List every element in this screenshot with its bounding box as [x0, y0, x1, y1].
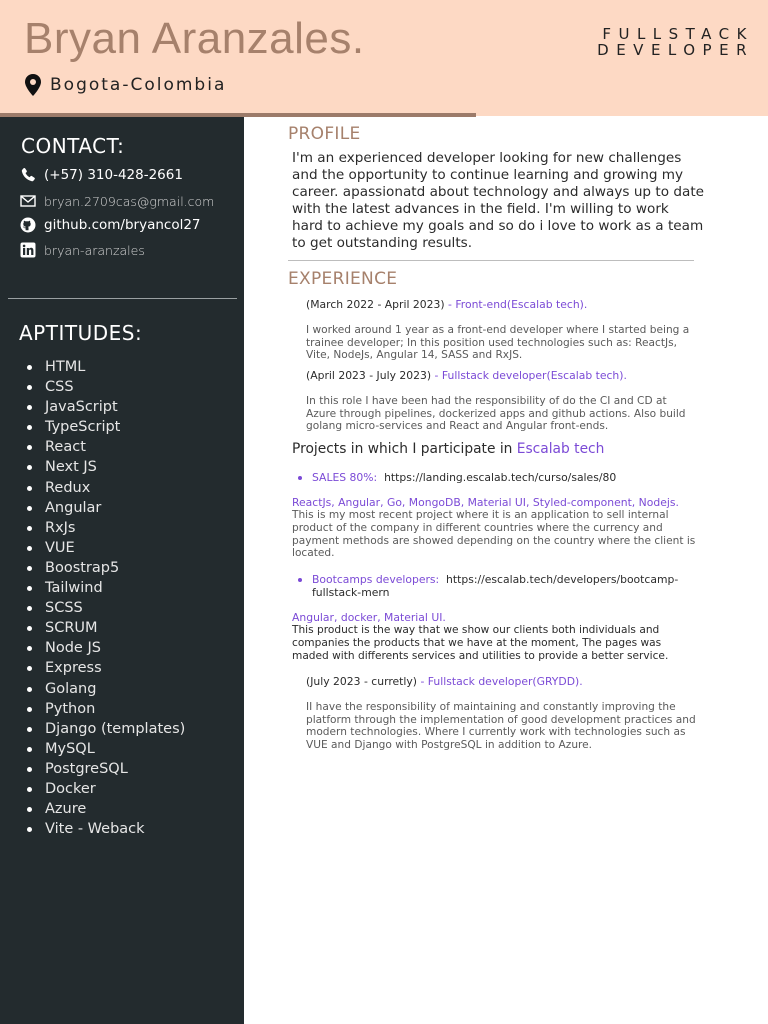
phone-number[interactable]: (+57) 310-428-2661	[44, 167, 183, 183]
projects-company: Escalab tech	[516, 441, 605, 457]
job-period: (July 2023 - curretly)	[306, 675, 418, 688]
job-header	[306, 675, 583, 688]
linkedin-handle[interactable]: bryan-aranzales	[44, 242, 145, 258]
aptitude-item: Angular	[26, 498, 185, 518]
aptitude-item: Azure	[26, 799, 185, 819]
sidebar-divider	[8, 298, 237, 299]
location	[24, 74, 226, 96]
project-item	[298, 471, 698, 484]
aptitude-item: CSS	[26, 377, 185, 397]
aptitude-item: SCRUM	[26, 618, 185, 638]
aptitude-item: HTML	[26, 357, 185, 377]
project-stack: Angular, docker, Material UI.	[292, 611, 446, 624]
contact-linkedin	[20, 242, 145, 258]
mail-icon	[20, 193, 36, 209]
candidate-name: Bryan Aranzales.	[24, 14, 365, 63]
job-title	[597, 26, 754, 58]
aptitude-item: VUE	[26, 538, 185, 558]
bullet-dot	[298, 578, 302, 582]
job-role: - Fullstack developer(GRYDD).	[417, 675, 583, 688]
job-period: (April 2023 - July 2023)	[306, 369, 432, 382]
aptitude-item: RxJs	[26, 518, 185, 538]
aptitude-item: Golang	[26, 679, 185, 699]
aptitude-item: Python	[26, 699, 185, 719]
job-role: - Front-end(Escalab tech).	[444, 298, 588, 311]
sidebar	[0, 117, 244, 1024]
bullet-dot	[298, 476, 302, 480]
profile-divider	[288, 260, 694, 261]
aptitudes-list	[26, 357, 185, 839]
job-description: In this role I have been had the responsibility of do the CI and CD at Azure through pipelines, dockerized apps and github actions. Also build golang micro-services and React and Angular front-ends.	[306, 395, 686, 433]
location-pin-icon	[24, 74, 42, 96]
job-description: I worked around 1 year as a front-end developer where I started being a trainee developer; In this position used technologies such as: ReactJs, Vite, NodeJs, Angular 14, SASS and RxJS.	[306, 324, 690, 362]
project-url[interactable]: https://landing.escalab.tech/curso/sales/80	[384, 471, 617, 484]
aptitude-item: Vite - Weback	[26, 819, 185, 839]
contact-phone	[20, 167, 183, 183]
aptitude-item: TypeScript	[26, 417, 185, 437]
project-description: This product is the way that we show our clients both individuals and companies the products that we have at the moment, The pages was maded with differents services and utilities to provide a better service.	[292, 624, 669, 662]
job-description: II have the responsibility of maintaining and constantly improving the platform through the implementation of good development practices and modern technologies. Where I currently work with technologies such as VUE and Django with PostgreSQL in addition to Azure.	[306, 701, 696, 751]
experience-title: EXPERIENCE	[288, 269, 398, 289]
github-link[interactable]: github.com/bryancol27	[44, 217, 201, 233]
contact-title: CONTACT:	[21, 134, 125, 158]
aptitude-item: Django (templates)	[26, 719, 185, 739]
aptitude-item: JavaScript	[26, 397, 185, 417]
project-name: Bootcamps developers:	[312, 573, 440, 586]
aptitude-item: MySQL	[26, 739, 185, 759]
aptitude-item: Redux	[26, 478, 185, 498]
job-title-line2: DEVELOPER	[597, 41, 754, 59]
aptitude-item: Next JS	[26, 457, 185, 477]
aptitude-item: Boostrap5	[26, 558, 185, 578]
projects-heading-text: Projects in which I participate in	[292, 441, 517, 457]
project-name: SALES 80%:	[312, 471, 378, 484]
job-role: - Fullstack developer(Escalab tech).	[431, 369, 627, 382]
aptitude-item: PostgreSQL	[26, 759, 185, 779]
contact-email	[20, 193, 214, 209]
aptitude-item: React	[26, 437, 185, 457]
job-title-line1: FULLSTACK	[602, 25, 754, 43]
aptitude-item: Tailwind	[26, 578, 185, 598]
project-description: This is my most recent project where it is an application to sell internal product of the company in different countries where the currency and payment methods are showed depending on the country where the client is located.	[292, 509, 696, 560]
aptitudes-title: APTITUDES:	[19, 321, 143, 345]
aptitude-item: Node JS	[26, 638, 185, 658]
profile-title: PROFILE	[288, 124, 361, 144]
job-header	[306, 298, 587, 311]
job-header	[306, 369, 627, 382]
aptitude-item: Express	[26, 658, 185, 678]
aptitude-item: Docker	[26, 779, 185, 799]
aptitude-item: SCSS	[26, 598, 185, 618]
project-stack: ReactJs, Angular, Go, MongoDB, Material UI, Styled-component, Nodejs.	[292, 496, 679, 509]
project-item	[298, 573, 698, 599]
job-period: (March 2022 - April 2023)	[306, 298, 445, 311]
projects-heading	[292, 441, 604, 457]
profile-text: I'm an experienced developer looking for new challenges and the opportunity to continue learning and growing my career. apassionatd about technology and always up to date with the latest advances in the field. I'm willing to work hard to achieve my goals and so do i love to work as a team to get outstanding results.	[292, 150, 705, 251]
project-url[interactable]: https://escalab.tech/developers/bootcamp-fullstack-mern	[312, 573, 679, 599]
linkedin-icon	[20, 242, 36, 258]
header-banner	[0, 0, 768, 116]
email-address[interactable]: bryan.2709cas@gmail.com	[44, 193, 215, 209]
location-text: Bogota-Colombia	[50, 75, 227, 95]
contact-github	[20, 217, 201, 233]
phone-icon	[20, 167, 36, 183]
github-icon	[20, 217, 36, 233]
